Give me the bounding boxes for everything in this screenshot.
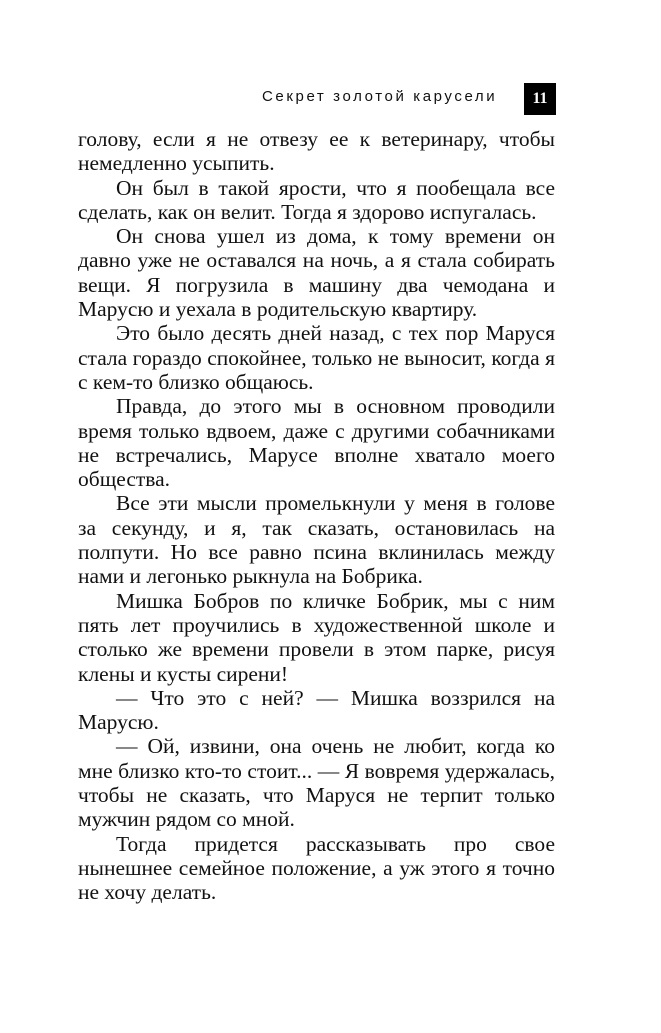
paragraph: Он был в такой ярости, что я пообещала все сделать, как он велит. Тогда я здорово испугалась. (78, 175, 555, 224)
paragraph: Правда, до этого мы в основном проводили время только вдвоем, даже с другими собачниками не встречались, Марусе вполне хватало моего общества. (78, 394, 555, 492)
paragraph: — Что это с ней? — Мишка воззрился на Марусю. (78, 685, 555, 735)
paragraph: голову, если я не отвезу ее к ветеринару, чтобы немедленно усыпить. (78, 127, 555, 176)
paragraph: Он снова ушел из дома, к тому времени он давно уже не оставался на ночь, а я стала собирать вещи. Я погрузила в машину два чемодана и Марусю и уехала в родительскую квартиру. (78, 224, 555, 322)
page-number: 11 (524, 83, 556, 115)
paragraph: Мишка Бобров по кличке Бобрик, мы с ним пять лет проучились в художественной школе и столько же времени провели в этом парке, рисуя клены и кусты сирени! (78, 588, 555, 686)
paragraph: — Ой, извини, она очень не любит, когда ко мне близко кто-то стоит... — Я вовремя удержалась, чтобы не сказать, что Маруся не терпит только мужчин рядом со мной. (78, 734, 555, 832)
paragraph: Тогда придется рассказывать про свое нынешнее семейное положение, а уж этого я точно не хочу делать. (78, 831, 555, 905)
paragraph: Это было десять дней назад, с тех пор Маруся стала гораздо спокойнее, только не выносит, когда я с кем-то близко общаюсь. (78, 321, 555, 394)
running-title: Секрет золотой карусели (262, 88, 498, 105)
body-text (78, 127, 555, 905)
paragraph: Все эти мысли промелькнули у меня в голове за секунду, и я, так сказать, остановилась на полпути. Но все равно псина вклинилась между нами и легонько рыкнула на Бобрика. (78, 491, 555, 589)
